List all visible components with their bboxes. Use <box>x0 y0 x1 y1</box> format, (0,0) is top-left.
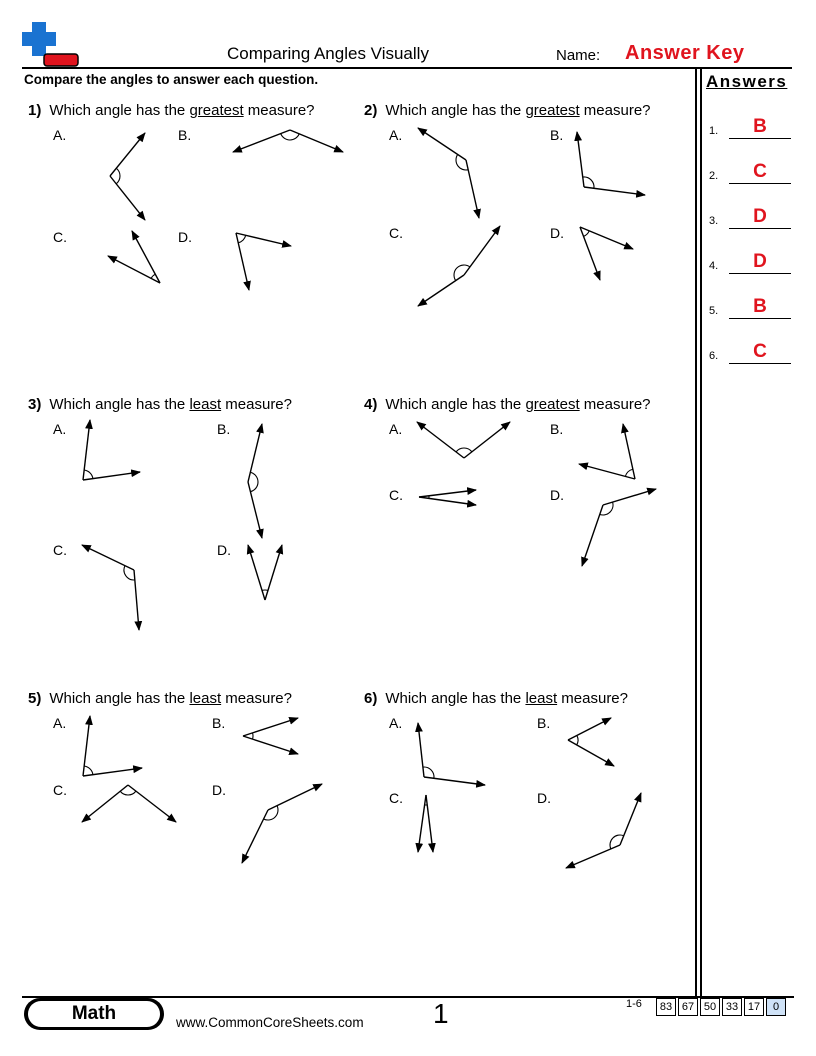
q3-option-d: D. <box>217 542 231 558</box>
q3-angle-b <box>248 424 262 538</box>
answer-value: C <box>753 341 767 362</box>
q1-option-d: D. <box>178 229 192 245</box>
question-6: 6) Which angle has the least measure? <box>364 690 628 707</box>
answer-value: D <box>753 206 767 227</box>
q5-angle-a <box>83 716 142 776</box>
page-number: 1 <box>433 998 449 1029</box>
answer-value: B <box>753 116 767 137</box>
instructions: Compare the angles to answer each question. <box>24 72 319 87</box>
q4-option-c: C. <box>389 487 403 503</box>
q3-angle-c <box>82 545 139 630</box>
answer-key-label: Answer Key <box>625 42 745 64</box>
q4-angle-d <box>582 489 656 566</box>
score-box: 17 <box>744 998 764 1016</box>
q6-angle-d <box>566 793 641 868</box>
question-1: 1) Which angle has the greatest measure? <box>28 102 315 119</box>
q4-option-b: B. <box>550 421 564 437</box>
q5-angle-d <box>242 784 322 863</box>
answer-value: C <box>753 161 767 182</box>
q2-angle-b <box>577 132 645 195</box>
q6-angle-c <box>418 795 433 852</box>
question-3: 3) Which angle has the least measure? <box>28 396 292 413</box>
website-url: www.CommonCoreSheets.com <box>176 1015 364 1030</box>
q1-angle-a <box>110 133 145 220</box>
q5-angle-b <box>243 718 298 754</box>
answer-number: 4. <box>709 260 719 272</box>
q1-angle-c <box>108 231 160 283</box>
worksheet-title: Comparing Angles Visually <box>227 44 429 63</box>
q2-option-c: C. <box>389 225 403 241</box>
q6-option-b: B. <box>537 715 551 731</box>
answer-number: 5. <box>709 305 719 317</box>
question-5: 5) Which angle has the least measure? <box>28 690 292 707</box>
q3-angle-d <box>248 545 282 600</box>
q6-angle-a <box>418 723 485 785</box>
answer-number: 2. <box>709 170 719 182</box>
q2-angle-d <box>580 227 633 280</box>
score-box: 67 <box>678 998 698 1016</box>
q5-angle-c <box>82 785 176 822</box>
answers-title: Answers <box>706 72 788 91</box>
question-4: 4) Which angle has the greatest measure? <box>364 396 651 413</box>
q1-angle-d <box>236 233 291 290</box>
score-box: 33 <box>722 998 742 1016</box>
answer-value: D <box>753 251 767 272</box>
q1-angle-b <box>233 130 343 152</box>
q2-angle-c <box>418 226 500 306</box>
answer-value: B <box>753 296 767 317</box>
q5-option-a: A. <box>53 715 67 731</box>
q5-option-c: C. <box>53 782 67 798</box>
name-label: Name: <box>556 47 601 64</box>
q6-angle-b <box>568 718 614 766</box>
q5-option-d: D. <box>212 782 226 798</box>
question-2: 2) Which angle has the greatest measure? <box>364 102 651 119</box>
score-box-highlighted: 0 <box>766 998 786 1016</box>
q4-angle-a <box>417 422 510 458</box>
q2-angle-a <box>418 128 479 218</box>
score-box: 50 <box>700 998 720 1016</box>
answer-number: 1. <box>709 125 719 137</box>
q2-option-b: B. <box>550 127 564 143</box>
q2-option-a: A. <box>389 127 403 143</box>
q3-option-b: B. <box>217 421 231 437</box>
q5-option-b: B. <box>212 715 226 731</box>
q1-option-c: C. <box>53 229 67 245</box>
q4-angle-c <box>419 490 476 505</box>
q3-angle-a <box>83 420 140 480</box>
q6-option-c: C. <box>389 790 403 806</box>
q6-option-a: A. <box>389 715 403 731</box>
q6-option-d: D. <box>537 790 551 806</box>
q4-angle-b <box>579 424 635 479</box>
subject-label: Math <box>28 1001 160 1027</box>
q1-option-a: A. <box>53 127 67 143</box>
score-range-label: 1-6 <box>626 998 642 1010</box>
q3-option-a: A. <box>53 421 67 437</box>
answer-number: 3. <box>709 215 719 227</box>
answer-number: 6. <box>709 350 719 362</box>
score-box: 83 <box>656 998 676 1016</box>
q1-option-b: B. <box>178 127 192 143</box>
q2-option-d: D. <box>550 225 564 241</box>
q4-option-d: D. <box>550 487 564 503</box>
q4-option-a: A. <box>389 421 403 437</box>
q3-option-c: C. <box>53 542 67 558</box>
